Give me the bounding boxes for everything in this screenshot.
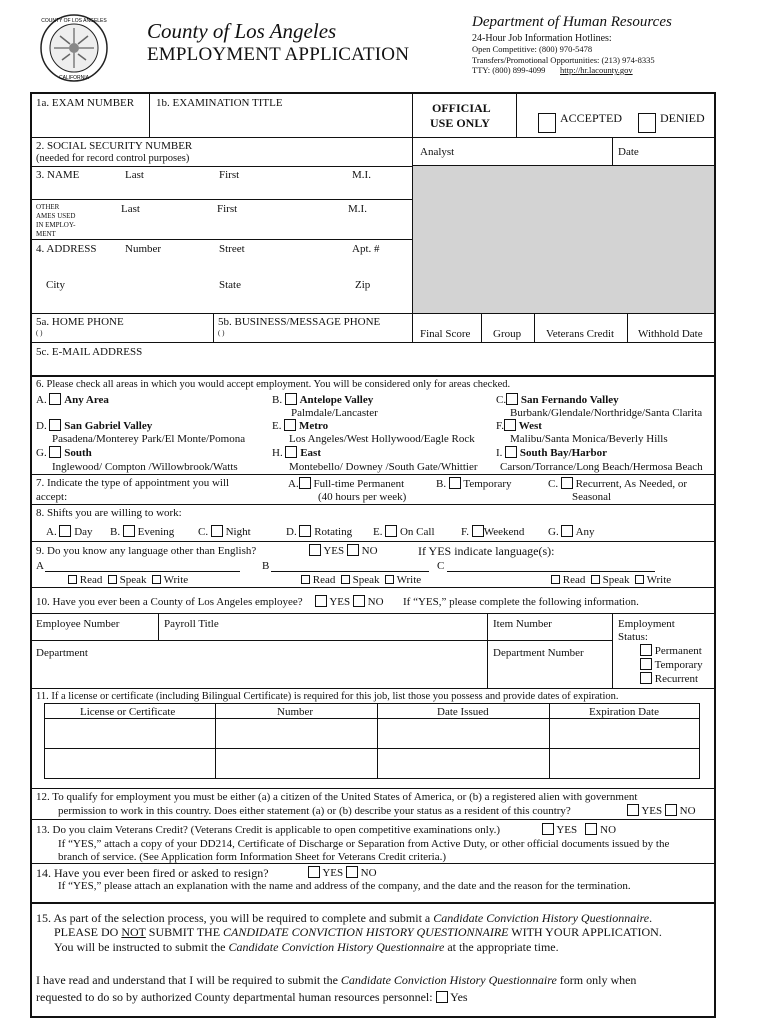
county-employee-ifyes: If “YES,” please complete the following information.: [403, 596, 639, 608]
area-d-letter: D.: [36, 420, 47, 432]
number-col-header: Number: [277, 706, 314, 718]
conviction-text-4b: Candidate Conviction History Questionnaire: [340, 973, 557, 987]
appt-b-label: Temporary: [463, 478, 512, 490]
status-temporary: [640, 658, 703, 672]
recurrent-checkbox[interactable]: [640, 672, 652, 684]
language-no-checkbox[interactable]: [347, 544, 359, 556]
lang-c-write-label: Write: [646, 574, 672, 586]
area-e-label: Metro: [298, 420, 329, 432]
appt-a-sub: (40 hours per week): [318, 491, 407, 503]
veterans-note-2: branch of service. (See Application form Information Sheet for Veterans Credit criteria.): [58, 851, 447, 863]
shift-g-checkbox[interactable]: [561, 525, 573, 537]
citizenship-yes-checkbox[interactable]: [627, 804, 639, 816]
veterans-question: 13. Do you claim Veterans Credit? (Veterans Credit is applicable to open competitive examinations only.): [36, 824, 501, 836]
department-label: Department: [36, 647, 88, 659]
shift-e: [373, 525, 435, 539]
area-d-sub: Pasadena/Monterey Park/El Monte/Pomona: [52, 433, 246, 445]
shift-g: [548, 525, 595, 539]
conviction-line-4: [36, 974, 636, 988]
conviction-text-1a: 15. As part of the selection process, you will be required to complete and submit a: [36, 911, 434, 925]
county-title: County of Los Angeles: [147, 19, 337, 43]
shift-b-checkbox[interactable]: [123, 525, 135, 537]
language-yes: [309, 544, 378, 558]
other-names-label-3: IN EMPLOY-: [36, 221, 76, 229]
appt-c-checkbox[interactable]: [561, 477, 573, 489]
area-g-letter: G.: [36, 447, 47, 459]
business-phone-area: ( ): [218, 329, 225, 337]
area-g: [36, 446, 92, 460]
area-h-letter: H.: [272, 447, 283, 459]
area-d-checkbox[interactable]: [49, 419, 61, 431]
accepted-label: ACCEPTED: [560, 111, 623, 125]
lang-b-read-label: Read: [312, 574, 336, 586]
denied-checkbox[interactable]: [638, 113, 656, 133]
area-b-checkbox[interactable]: [285, 393, 297, 405]
group-label: Group: [493, 328, 522, 340]
appt-c-label: Recurrent, As Needed, or: [575, 478, 688, 490]
area-i-label: South Bay/Harbor: [519, 447, 608, 459]
name-mi-label: M.I.: [352, 169, 371, 181]
shift-a: [46, 525, 93, 539]
lang-c-speak-label: Speak: [602, 574, 630, 586]
language-c-line[interactable]: [447, 571, 655, 572]
lang-b-write-label: Write: [396, 574, 422, 586]
area-b-letter: B.: [272, 394, 283, 406]
appt-c: [548, 477, 687, 491]
language-b-skills: [301, 574, 421, 587]
shift-e-label: On Call: [399, 526, 435, 538]
address-state-label: State: [219, 279, 241, 291]
county-employee-no-label: NO: [367, 596, 384, 608]
address-number-label: Number: [125, 243, 162, 255]
area-i-checkbox[interactable]: [505, 446, 517, 458]
shift-a-label: Day: [74, 526, 93, 538]
recurrent-label: Recurrent: [654, 673, 699, 685]
tty-line: TTY: (800) 899-4099: [472, 65, 546, 75]
exam-number-label: 1a. EXAM NUMBER: [36, 97, 135, 109]
exam-title-label: 1b. EXAMINATION TITLE: [156, 97, 283, 109]
area-d-label: San Gabriel Valley: [64, 420, 153, 432]
address-street-label: Street: [219, 243, 245, 255]
area-d: [36, 419, 152, 433]
fired-no-checkbox[interactable]: [346, 866, 358, 878]
lang-b-write-checkbox[interactable]: [385, 575, 394, 584]
veterans-no-label: NO: [600, 824, 617, 836]
shift-g-label: Any: [575, 526, 595, 538]
conviction-text-2a: PLEASE DO: [54, 925, 122, 939]
shift-d-checkbox[interactable]: [299, 525, 311, 537]
county-employee-answer: [315, 595, 384, 609]
conviction-line-5: [36, 991, 468, 1005]
shift-b-label: Evening: [137, 526, 175, 538]
shift-b: [110, 525, 174, 539]
lang-c-write-checkbox[interactable]: [635, 575, 644, 584]
county-employee-question: 10. Have you ever been a County of Los Angeles employee?: [36, 596, 303, 608]
area-c-sub: Burbank/Glendale/Northridge/Santa Clarita: [510, 407, 703, 419]
area-f-label: West: [518, 420, 542, 432]
lang-a-read-checkbox[interactable]: [68, 575, 77, 584]
shift-c: [198, 525, 251, 539]
analyst-label: Analyst: [420, 146, 455, 158]
lang-a-write-checkbox[interactable]: [152, 575, 161, 584]
shift-d: [286, 525, 352, 539]
area-i-sub: Carson/Torrance/Long Beach/Hermosa Beach: [500, 461, 703, 473]
area-b-sub: Palmdale/Lancaster: [291, 407, 378, 419]
lang-a-speak-label: Speak: [119, 574, 147, 586]
withhold-date-label: Withhold Date: [638, 328, 703, 340]
area-b-label: Antelope Valley: [299, 394, 374, 406]
email-label: 5c. E-MAIL ADDRESS: [36, 346, 143, 358]
area-i: [496, 446, 607, 460]
conviction-text-1b: Candidate Conviction History Questionnaire: [433, 911, 650, 925]
address-zip-label: Zip: [355, 279, 371, 291]
license-col-header: License or Certificate: [80, 706, 176, 718]
shifts-question: 8. Shifts you are willing to work:: [36, 507, 182, 519]
language-ifyes: If YES indicate language(s):: [418, 544, 555, 558]
area-a-label: Any Area: [64, 394, 109, 406]
department-number-label: Department Number: [493, 647, 584, 659]
other-first-label: First: [217, 203, 238, 215]
area-c-letter: C.: [496, 394, 507, 406]
open-competitive-line: Open Competitive: (800) 970-5478: [472, 44, 593, 54]
other-mi-label: M.I.: [348, 203, 367, 215]
area-e-letter: E.: [272, 420, 282, 432]
shift-d-letter: D.: [286, 526, 297, 538]
shift-a-checkbox[interactable]: [59, 525, 71, 537]
status-recurrent: [640, 672, 698, 686]
conviction-text-2c: SUBMIT THE: [145, 925, 224, 939]
shift-f-checkbox[interactable]: [472, 525, 484, 537]
shift-f-letter: F.: [461, 526, 469, 538]
veterans-yes-label: YES: [556, 824, 578, 836]
lang-c-read-label: Read: [562, 574, 586, 586]
shift-f-label: Weekend: [483, 526, 525, 538]
area-h-checkbox[interactable]: [285, 446, 297, 458]
citizenship-yes-label: YES: [641, 805, 663, 817]
conviction-line-1: [36, 912, 652, 926]
shift-b-letter: B.: [110, 526, 121, 538]
appt-a-label: Full-time Permanent: [313, 478, 405, 490]
area-h-sub: Montebello/ Downey /South Gate/Whittier: [289, 461, 478, 473]
address-city-label: City: [46, 279, 65, 291]
temporary-checkbox[interactable]: [640, 658, 652, 670]
employee-number-label: Employee Number: [36, 618, 120, 630]
lang-a-write-label: Write: [163, 574, 189, 586]
lang-a-speak-checkbox[interactable]: [108, 575, 117, 584]
conviction-text-3a: You will be instructed to submit the: [54, 940, 229, 954]
conviction-text-1c: .: [649, 911, 653, 925]
area-h: [272, 446, 321, 460]
conviction-text-3b: Candidate Conviction History Questionnaire: [228, 940, 445, 954]
area-f-checkbox[interactable]: [504, 419, 516, 431]
conviction-text-2e: WITH YOUR APPLICATION.: [508, 925, 662, 939]
svg-text:CALIFORNIA: CALIFORNIA: [58, 75, 90, 81]
area-e: [272, 419, 328, 433]
official-use-label-2: USE ONLY: [430, 116, 490, 130]
veterans-no-checkbox[interactable]: [585, 823, 597, 835]
language-a-skills: [68, 574, 188, 587]
county-employee-yes-checkbox[interactable]: [315, 595, 327, 607]
language-a-letter: A: [36, 560, 44, 572]
exam-number-field[interactable]: [36, 111, 144, 135]
acknowledge-yes-label: Yes: [450, 990, 468, 1004]
area-h-label: East: [300, 447, 321, 459]
address-apt-label: Apt. #: [352, 243, 380, 255]
name-last-label: Last: [125, 169, 144, 181]
area-a-checkbox[interactable]: [49, 393, 61, 405]
lang-a-read-label: Read: [79, 574, 103, 586]
acknowledge-yes-checkbox[interactable]: [436, 991, 448, 1003]
employment-status-label: Employment: [618, 618, 675, 630]
conviction-text-4a: I have read and understand that I will be required to submit the: [36, 973, 341, 987]
conviction-text-5: requested to do so by authorized County departmental human resources personnel:: [36, 990, 433, 1004]
area-c-checkbox[interactable]: [506, 393, 518, 405]
shift-g-letter: G.: [548, 526, 559, 538]
conviction-line-3: [54, 941, 559, 955]
other-last-label: Last: [121, 203, 140, 215]
language-b-letter: B: [262, 560, 270, 572]
area-g-label: South: [64, 447, 92, 459]
name-first-label: First: [219, 169, 240, 181]
expiration-col-header: Expiration Date: [589, 706, 659, 718]
hotlines-label: 24-Hour Job Information Hotlines:: [472, 33, 612, 44]
language-no-label: NO: [361, 545, 378, 557]
temporary-label: Temporary: [654, 659, 703, 671]
appt-b: [436, 477, 512, 491]
area-c-label: San Fernando Valley: [520, 394, 619, 406]
permanent-checkbox[interactable]: [640, 644, 652, 656]
area-f-letter: F.: [496, 420, 504, 432]
areas-question: 6. Please check all areas in which you would accept employment. You will be considered only for areas checked.: [36, 379, 511, 390]
name-label: 3. NAME: [36, 169, 80, 181]
veterans-answer: [542, 823, 616, 837]
appt-a-checkbox[interactable]: [299, 477, 311, 489]
shift-f: [461, 525, 524, 539]
ssn-note: (needed for record control purposes): [36, 153, 190, 164]
shift-c-letter: C.: [198, 526, 209, 538]
county-employee-yes-label: YES: [329, 596, 351, 608]
other-names-label: OTHER: [36, 203, 60, 211]
citizenship-question-2: permission to work in this country. Does either statement (a) or (b) describe your status as a resident of this country?: [58, 805, 571, 817]
area-e-checkbox[interactable]: [284, 419, 296, 431]
citizenship-no-label: NO: [679, 805, 696, 817]
item-number-label: Item Number: [493, 618, 552, 630]
employment-status-label-2: Status:: [618, 631, 648, 643]
area-a: [36, 393, 109, 407]
area-i-letter: I.: [496, 447, 503, 459]
area-g-checkbox[interactable]: [49, 446, 61, 458]
final-score-label: Final Score: [420, 328, 471, 340]
appt-c-letter: C.: [548, 478, 559, 490]
home-phone-label: 5a. HOME PHONE: [36, 316, 124, 328]
language-b-line[interactable]: [271, 571, 429, 572]
fired-question: 14. Have you ever been fired or asked to resign?: [36, 866, 269, 880]
accepted-checkbox[interactable]: [538, 113, 556, 133]
other-names-label-4: MENT: [36, 230, 56, 238]
area-f-sub: Malibu/Santa Monica/Beverly Hills: [510, 433, 668, 445]
language-c-letter: C: [437, 560, 445, 572]
fired-note: If “YES,” please attach an explanation with the name and address of the company, and the date and the reason for the termination.: [58, 880, 631, 892]
license-question: 11. If a license or certificate (including Bilingual Certificate) is required for this job, list those you possess and provide dates of expiration.: [36, 691, 619, 702]
shift-e-letter: E.: [373, 526, 383, 538]
conviction-text-4c: form only when: [556, 973, 637, 987]
status-permanent: [640, 644, 702, 658]
ssn-label: 2. SOCIAL SECURITY NUMBER: [36, 140, 193, 152]
language-yes-label: YES: [323, 545, 345, 557]
citizenship-answer: [627, 804, 696, 818]
payroll-title-label: Payroll Title: [164, 618, 219, 630]
website-link[interactable]: http://hr.lacounty.gov: [560, 65, 633, 75]
lang-b-speak-checkbox[interactable]: [341, 575, 350, 584]
language-question: 9. Do you know any language other than English?: [36, 545, 257, 557]
permanent-label: Permanent: [654, 645, 702, 657]
county-employee-no-checkbox[interactable]: [353, 595, 365, 607]
fired-answer: [308, 866, 377, 880]
language-a-line[interactable]: [45, 571, 240, 572]
lang-c-speak-checkbox[interactable]: [591, 575, 600, 584]
language-c-skills: [551, 574, 671, 587]
business-phone-label: 5b. BUSINESS/MESSAGE PHONE: [218, 316, 381, 328]
promotional-line: Transfers/Promotional Opportunities: (213) 974-8335: [472, 55, 655, 65]
veterans-yes-checkbox[interactable]: [542, 823, 554, 835]
county-seal: [40, 14, 108, 82]
form-title: EMPLOYMENT APPLICATION: [147, 44, 410, 65]
fired-yes-label: YES: [322, 867, 344, 879]
department-name: Department of Human Resources: [472, 14, 672, 30]
language-yes-checkbox[interactable]: [309, 544, 321, 556]
shift-c-checkbox[interactable]: [211, 525, 223, 537]
area-e-sub: Los Angeles/West Hollywood/Eagle Rock: [289, 433, 475, 445]
conviction-line-2: [54, 926, 662, 940]
home-phone-area: ( ): [36, 329, 43, 337]
shift-a-letter: A.: [46, 526, 57, 538]
citizenship-no-checkbox[interactable]: [665, 804, 677, 816]
appt-b-checkbox[interactable]: [449, 477, 461, 489]
conviction-text-2d: CANDIDATE CONVICTION HISTORY QUESTIONNAIRE: [223, 925, 509, 939]
conviction-text-3c: at the appropriate time.: [444, 940, 559, 954]
area-g-sub: Inglewood/ Compton /Willowbrook/Watts: [52, 461, 238, 473]
appointment-question-2: accept:: [36, 491, 68, 503]
shift-c-label: Night: [225, 526, 251, 538]
veterans-credit-label: Veterans Credit: [546, 328, 615, 340]
lang-b-read-checkbox[interactable]: [301, 575, 310, 584]
address-label: 4. ADDRESS: [36, 243, 97, 255]
veterans-note: If “YES,” attach a copy of your DD214, Certificate of Discharge or Separation from Active Duty, or other official documents issued by the: [58, 838, 670, 850]
svg-text:COUNTY OF LOS ANGELES: COUNTY OF LOS ANGELES: [41, 18, 107, 24]
shift-d-label: Rotating: [314, 526, 353, 538]
appt-a-letter: A.: [288, 478, 299, 490]
lang-b-speak-label: Speak: [352, 574, 380, 586]
area-b: [272, 393, 373, 407]
appt-a: [288, 477, 404, 491]
area-a-letter: A.: [36, 394, 47, 406]
fired-no-label: NO: [360, 867, 377, 879]
citizenship-question: 12. To qualify for employment you must be either (a) a citizen of the United States of America, or (b) a registered alien with government: [36, 791, 638, 803]
exam-title-field[interactable]: [156, 111, 406, 135]
other-names-label-2: AMES USED: [36, 212, 76, 220]
appt-b-letter: B.: [436, 478, 447, 490]
appointment-question: 7. Indicate the type of appointment you will: [36, 477, 230, 489]
denied-label: DENIED: [660, 111, 705, 125]
official-use-label: OFFICIAL: [432, 101, 491, 115]
fired-yes-checkbox[interactable]: [308, 866, 320, 878]
appt-c-sub: Seasonal: [572, 491, 612, 503]
area-c: [496, 393, 619, 407]
date-issued-col-header: Date Issued: [437, 706, 489, 718]
area-f: [496, 419, 542, 433]
date-label: Date: [618, 146, 639, 158]
shift-e-checkbox[interactable]: [385, 525, 397, 537]
lang-c-read-checkbox[interactable]: [551, 575, 560, 584]
conviction-text-2b: NOT: [121, 925, 146, 939]
